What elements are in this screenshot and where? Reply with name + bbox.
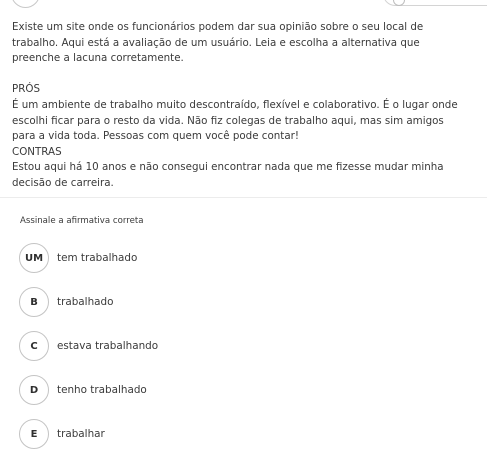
option-letter-badge: C bbox=[19, 331, 49, 361]
pros-line: É um ambiente de trabalho muito descontraído, flexível e colaborativo. É o lugar onde bbox=[12, 98, 458, 111]
intro-line: preenche a lacuna corretamente. bbox=[12, 52, 184, 65]
section-divider bbox=[0, 197, 487, 198]
option-text: tenho trabalhado bbox=[57, 384, 147, 396]
option-letter-badge: D bbox=[19, 375, 49, 405]
option-text: trabalhado bbox=[57, 296, 114, 308]
option-text: tem trabalhado bbox=[57, 252, 138, 264]
option-c[interactable] bbox=[19, 331, 158, 361]
option-b[interactable] bbox=[19, 287, 113, 317]
option-letter-badge: E bbox=[19, 419, 49, 449]
cons-heading: CONTRAS bbox=[12, 145, 62, 158]
option-letter-badge: B bbox=[19, 287, 49, 317]
question-number-badge bbox=[11, 0, 40, 8]
option-text: trabalhar bbox=[57, 428, 105, 440]
intro-line: trabalho. Aqui está a avaliação de um usuário. Leia e escolha a alternativa que bbox=[12, 36, 420, 49]
option-e[interactable] bbox=[19, 419, 105, 449]
option-letter-badge: UM bbox=[19, 243, 49, 273]
question-text bbox=[12, 20, 484, 192]
cons-line: decisão de carreira. bbox=[12, 176, 114, 189]
spacer bbox=[12, 67, 484, 83]
instruction-text: Assinale a afirmativa correta bbox=[20, 216, 144, 226]
option-d[interactable] bbox=[19, 375, 147, 405]
option-a[interactable] bbox=[19, 243, 137, 273]
pros-line: para a vida toda. Pessoas com quem você pode contar! bbox=[12, 130, 300, 143]
pros-heading: PRÓS bbox=[12, 83, 41, 96]
intro-line: Existe um site onde os funcionários podem dar sua opinião sobre o seu local de bbox=[12, 21, 424, 33]
option-text: estava trabalhando bbox=[57, 340, 159, 352]
pros-line: escolhi ficar para o resto da vida. Não fiz colegas de trabalho aqui, mas sim amigos bbox=[12, 114, 444, 127]
cons-line: Estou aqui há 10 anos e não consegui encontrar nada que me fizesse mudar minha bbox=[12, 161, 444, 174]
